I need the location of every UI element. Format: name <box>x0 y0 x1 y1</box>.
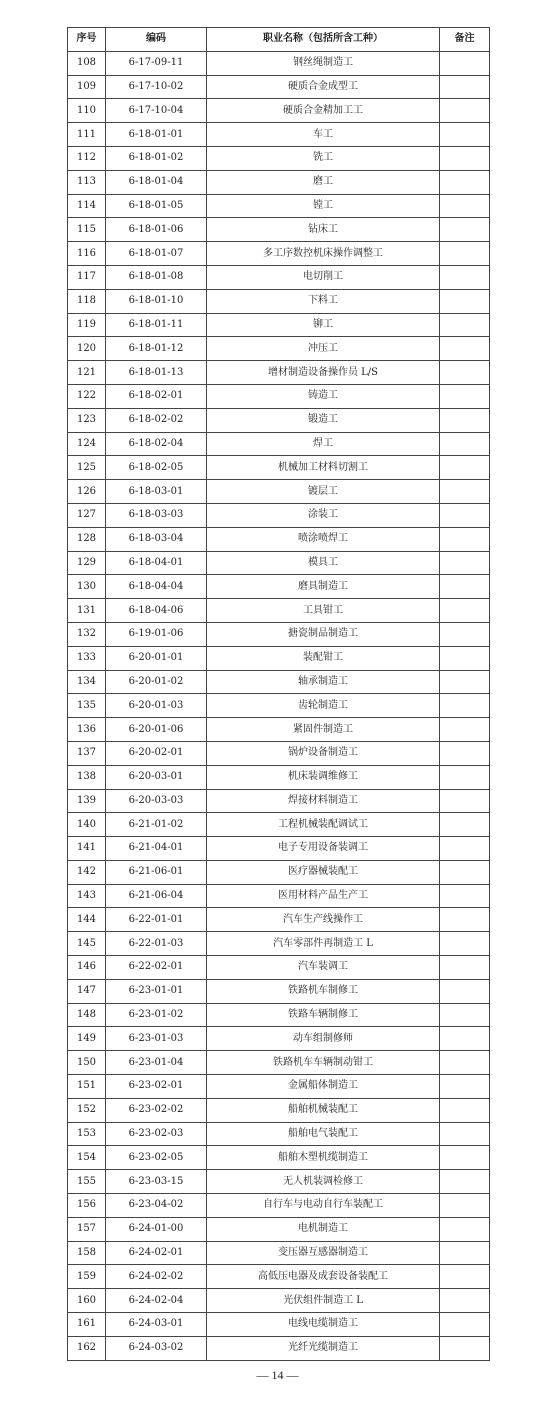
cell-remarks <box>440 456 490 480</box>
cell-remarks <box>440 99 490 123</box>
table-row <box>68 551 490 575</box>
cell-remarks <box>440 1098 490 1122</box>
cell-seq: 109 <box>68 75 106 99</box>
cell-occupation-name: 车工 <box>207 123 440 147</box>
cell-occupation-name: 变压器互感器制造工 <box>207 1241 440 1265</box>
table-row <box>68 408 490 432</box>
cell-seq: 146 <box>68 956 106 980</box>
cell-occupation-name: 电线电缆制造工 <box>207 1313 440 1337</box>
cell-remarks <box>440 1313 490 1337</box>
cell-code: 6-21-01-02 <box>106 813 207 837</box>
cell-code: 6-18-01-11 <box>106 313 207 337</box>
table-row <box>68 75 490 99</box>
cell-seq: 148 <box>68 1003 106 1027</box>
cell-remarks <box>440 599 490 623</box>
cell-code: 6-23-01-01 <box>106 979 207 1003</box>
cell-remarks <box>440 1241 490 1265</box>
cell-remarks <box>440 313 490 337</box>
cell-occupation-name: 模具工 <box>207 551 440 575</box>
table-row <box>68 1241 490 1265</box>
cell-code: 6-18-01-01 <box>106 123 207 147</box>
cell-code: 6-18-01-02 <box>106 146 207 170</box>
table-row <box>68 837 490 861</box>
cell-occupation-name: 钢丝绳制造工 <box>207 51 440 75</box>
cell-seq: 140 <box>68 813 106 837</box>
table-row <box>68 860 490 884</box>
cell-code: 6-18-01-12 <box>106 337 207 361</box>
cell-seq: 131 <box>68 599 106 623</box>
cell-remarks <box>440 1194 490 1218</box>
cell-remarks <box>440 1289 490 1313</box>
table-row <box>68 1098 490 1122</box>
cell-code: 6-23-02-02 <box>106 1098 207 1122</box>
cell-remarks <box>440 408 490 432</box>
cell-seq: 147 <box>68 979 106 1003</box>
cell-seq: 119 <box>68 313 106 337</box>
cell-remarks <box>440 860 490 884</box>
cell-code: 6-22-01-03 <box>106 932 207 956</box>
cell-seq: 157 <box>68 1217 106 1241</box>
cell-code: 6-17-10-04 <box>106 99 207 123</box>
cell-seq: 133 <box>68 646 106 670</box>
cell-remarks <box>440 932 490 956</box>
cell-code: 6-18-02-01 <box>106 384 207 408</box>
cell-remarks <box>440 646 490 670</box>
cell-seq: 162 <box>68 1336 106 1360</box>
table-row <box>68 503 490 527</box>
cell-remarks <box>440 361 490 385</box>
cell-occupation-name: 医用材料产品生产工 <box>207 884 440 908</box>
cell-seq: 126 <box>68 480 106 504</box>
table-row <box>68 956 490 980</box>
cell-occupation-name: 汽车生产线操作工 <box>207 908 440 932</box>
cell-code: 6-24-03-02 <box>106 1336 207 1360</box>
table-row <box>68 1146 490 1170</box>
table-row <box>68 384 490 408</box>
cell-occupation-name: 工具钳工 <box>207 599 440 623</box>
page-number: — 14 — <box>256 1368 299 1382</box>
cell-remarks <box>440 1051 490 1075</box>
cell-remarks <box>440 384 490 408</box>
cell-seq: 150 <box>68 1051 106 1075</box>
cell-seq: 128 <box>68 527 106 551</box>
cell-seq: 113 <box>68 170 106 194</box>
table-row <box>68 218 490 242</box>
cell-code: 6-20-01-03 <box>106 694 207 718</box>
table-row <box>68 789 490 813</box>
table-row <box>68 480 490 504</box>
cell-remarks <box>440 242 490 266</box>
cell-code: 6-20-02-01 <box>106 741 207 765</box>
cell-code: 6-20-01-01 <box>106 646 207 670</box>
cell-code: 6-23-01-02 <box>106 1003 207 1027</box>
cell-code: 6-18-03-04 <box>106 527 207 551</box>
cell-seq: 110 <box>68 99 106 123</box>
table-row <box>68 1313 490 1337</box>
cell-occupation-name: 电子专用设备装调工 <box>207 837 440 861</box>
cell-seq: 141 <box>68 837 106 861</box>
cell-occupation-name: 焊接材料制造工 <box>207 789 440 813</box>
cell-code: 6-23-02-01 <box>106 1075 207 1099</box>
cell-occupation-name: 锅炉设备制造工 <box>207 741 440 765</box>
cell-code: 6-20-03-01 <box>106 765 207 789</box>
cell-remarks <box>440 1170 490 1194</box>
cell-remarks <box>440 813 490 837</box>
table-body <box>68 51 490 1360</box>
cell-seq: 138 <box>68 765 106 789</box>
table-row <box>68 265 490 289</box>
cell-occupation-name: 船舶电气装配工 <box>207 1122 440 1146</box>
cell-remarks <box>440 1146 490 1170</box>
cell-occupation-name: 轴承制造工 <box>207 670 440 694</box>
cell-occupation-name: 电切削工 <box>207 265 440 289</box>
cell-code: 6-23-01-03 <box>106 1027 207 1051</box>
cell-seq: 142 <box>68 860 106 884</box>
table-row <box>68 99 490 123</box>
cell-seq: 134 <box>68 670 106 694</box>
cell-remarks <box>440 551 490 575</box>
table-row <box>68 1289 490 1313</box>
cell-code: 6-20-01-02 <box>106 670 207 694</box>
table-row <box>68 908 490 932</box>
cell-occupation-name: 涂装工 <box>207 503 440 527</box>
cell-code: 6-18-03-03 <box>106 503 207 527</box>
cell-seq: 151 <box>68 1075 106 1099</box>
cell-code: 6-17-09-11 <box>106 51 207 75</box>
cell-remarks <box>440 1075 490 1099</box>
cell-occupation-name: 铸造工 <box>207 384 440 408</box>
header-code: 编码 <box>106 28 207 52</box>
cell-remarks <box>440 575 490 599</box>
cell-remarks <box>440 289 490 313</box>
cell-seq: 120 <box>68 337 106 361</box>
table-row <box>68 741 490 765</box>
cell-remarks <box>440 837 490 861</box>
cell-remarks <box>440 218 490 242</box>
table-row <box>68 456 490 480</box>
cell-code: 6-18-01-05 <box>106 194 207 218</box>
cell-seq: 144 <box>68 908 106 932</box>
cell-remarks <box>440 1122 490 1146</box>
cell-seq: 139 <box>68 789 106 813</box>
table-row <box>68 575 490 599</box>
cell-remarks <box>440 1027 490 1051</box>
table-row <box>68 527 490 551</box>
cell-seq: 152 <box>68 1098 106 1122</box>
table-row <box>68 765 490 789</box>
cell-seq: 160 <box>68 1289 106 1313</box>
cell-remarks <box>440 194 490 218</box>
cell-code: 6-18-02-04 <box>106 432 207 456</box>
cell-remarks <box>440 884 490 908</box>
cell-seq: 149 <box>68 1027 106 1051</box>
cell-occupation-name: 硬质合金精加工工 <box>207 99 440 123</box>
table-row <box>68 337 490 361</box>
table-row <box>68 622 490 646</box>
cell-remarks <box>440 1003 490 1027</box>
table-header-row <box>68 28 490 52</box>
cell-code: 6-24-02-01 <box>106 1241 207 1265</box>
cell-occupation-name: 光纤光缆制造工 <box>207 1336 440 1360</box>
cell-remarks <box>440 480 490 504</box>
cell-remarks <box>440 1336 490 1360</box>
cell-occupation-name: 冲压工 <box>207 337 440 361</box>
cell-seq: 130 <box>68 575 106 599</box>
table-row <box>68 1003 490 1027</box>
cell-seq: 129 <box>68 551 106 575</box>
cell-remarks <box>440 432 490 456</box>
cell-occupation-name: 镀层工 <box>207 480 440 504</box>
header-remarks: 备注 <box>440 28 490 52</box>
table-row <box>68 1217 490 1241</box>
cell-occupation-name: 硬质合金成型工 <box>207 75 440 99</box>
cell-code: 6-24-02-02 <box>106 1265 207 1289</box>
cell-code: 6-23-02-03 <box>106 1122 207 1146</box>
cell-code: 6-18-02-02 <box>106 408 207 432</box>
cell-occupation-name: 电机制造工 <box>207 1217 440 1241</box>
table-row <box>68 1051 490 1075</box>
cell-code: 6-23-02-05 <box>106 1146 207 1170</box>
cell-seq: 135 <box>68 694 106 718</box>
cell-code: 6-18-03-01 <box>106 480 207 504</box>
cell-remarks <box>440 123 490 147</box>
cell-remarks <box>440 956 490 980</box>
table-row <box>68 1265 490 1289</box>
table-row <box>68 432 490 456</box>
cell-code: 6-18-01-13 <box>106 361 207 385</box>
cell-occupation-name: 装配钳工 <box>207 646 440 670</box>
cell-seq: 116 <box>68 242 106 266</box>
cell-code: 6-24-02-04 <box>106 1289 207 1313</box>
cell-remarks <box>440 741 490 765</box>
cell-code: 6-18-04-01 <box>106 551 207 575</box>
cell-seq: 137 <box>68 741 106 765</box>
table-row <box>68 1075 490 1099</box>
cell-remarks <box>440 75 490 99</box>
cell-code: 6-21-06-01 <box>106 860 207 884</box>
cell-seq: 145 <box>68 932 106 956</box>
table-row <box>68 1194 490 1218</box>
table-row <box>68 146 490 170</box>
cell-remarks <box>440 51 490 75</box>
cell-remarks <box>440 527 490 551</box>
cell-remarks <box>440 908 490 932</box>
cell-occupation-name: 光伏组件制造工 L <box>207 1289 440 1313</box>
table-row <box>68 599 490 623</box>
cell-seq: 111 <box>68 123 106 147</box>
cell-seq: 158 <box>68 1241 106 1265</box>
cell-code: 6-23-04-02 <box>106 1194 207 1218</box>
cell-remarks <box>440 146 490 170</box>
cell-remarks <box>440 337 490 361</box>
cell-remarks <box>440 265 490 289</box>
cell-occupation-name: 增材制造设备操作员 L/S <box>207 361 440 385</box>
cell-occupation-name: 铁路车辆制修工 <box>207 1003 440 1027</box>
cell-remarks <box>440 979 490 1003</box>
cell-code: 6-24-03-01 <box>106 1313 207 1337</box>
cell-occupation-name: 医疗器械装配工 <box>207 860 440 884</box>
cell-occupation-name: 搪瓷制品制造工 <box>207 622 440 646</box>
cell-occupation-name: 钻床工 <box>207 218 440 242</box>
table-row <box>68 694 490 718</box>
table-row <box>68 670 490 694</box>
cell-code: 6-20-03-03 <box>106 789 207 813</box>
cell-seq: 156 <box>68 1194 106 1218</box>
cell-seq: 132 <box>68 622 106 646</box>
cell-code: 6-20-01-06 <box>106 718 207 742</box>
table-row <box>68 718 490 742</box>
cell-occupation-name: 工程机械装配调试工 <box>207 813 440 837</box>
cell-seq: 118 <box>68 289 106 313</box>
table-row <box>68 646 490 670</box>
cell-seq: 115 <box>68 218 106 242</box>
cell-code: 6-23-01-04 <box>106 1051 207 1075</box>
cell-occupation-name: 船舶机械装配工 <box>207 1098 440 1122</box>
cell-occupation-name: 磨工 <box>207 170 440 194</box>
cell-code: 6-18-04-04 <box>106 575 207 599</box>
cell-seq: 143 <box>68 884 106 908</box>
cell-code: 6-22-02-01 <box>106 956 207 980</box>
cell-remarks <box>440 694 490 718</box>
cell-occupation-name: 汽车装调工 <box>207 956 440 980</box>
cell-occupation-name: 多工序数控机床操作调整工 <box>207 242 440 266</box>
cell-occupation-name: 铁路机车车辆制动钳工 <box>207 1051 440 1075</box>
table-row <box>68 1336 490 1360</box>
cell-remarks <box>440 718 490 742</box>
cell-occupation-name: 机械加工材料切割工 <box>207 456 440 480</box>
table-row <box>68 884 490 908</box>
table-row <box>68 123 490 147</box>
cell-seq: 125 <box>68 456 106 480</box>
table-row <box>68 1027 490 1051</box>
table-row <box>68 979 490 1003</box>
cell-remarks <box>440 789 490 813</box>
cell-seq: 153 <box>68 1122 106 1146</box>
cell-code: 6-18-04-06 <box>106 599 207 623</box>
cell-occupation-name: 铆工 <box>207 313 440 337</box>
cell-seq: 122 <box>68 384 106 408</box>
cell-seq: 114 <box>68 194 106 218</box>
cell-occupation-name: 喷涂喷焊工 <box>207 527 440 551</box>
cell-occupation-name: 铣工 <box>207 146 440 170</box>
table-row <box>68 361 490 385</box>
cell-seq: 121 <box>68 361 106 385</box>
table-row <box>68 813 490 837</box>
cell-code: 6-19-01-06 <box>106 622 207 646</box>
cell-remarks <box>440 170 490 194</box>
cell-seq: 123 <box>68 408 106 432</box>
cell-occupation-name: 船舶木塑机缆制造工 <box>207 1146 440 1170</box>
cell-remarks <box>440 765 490 789</box>
cell-remarks <box>440 670 490 694</box>
cell-occupation-name: 金属船体制造工 <box>207 1075 440 1099</box>
cell-code: 6-18-01-07 <box>106 242 207 266</box>
cell-occupation-name: 锻造工 <box>207 408 440 432</box>
cell-code: 6-17-10-02 <box>106 75 207 99</box>
table-row <box>68 242 490 266</box>
cell-occupation-name: 下料工 <box>207 289 440 313</box>
cell-seq: 108 <box>68 51 106 75</box>
cell-code: 6-18-01-06 <box>106 218 207 242</box>
cell-code: 6-22-01-01 <box>106 908 207 932</box>
table-row <box>68 1170 490 1194</box>
cell-remarks <box>440 622 490 646</box>
cell-occupation-name: 镗工 <box>207 194 440 218</box>
cell-seq: 159 <box>68 1265 106 1289</box>
cell-code: 6-18-02-05 <box>106 456 207 480</box>
cell-occupation-name: 自行车与电动自行车装配工 <box>207 1194 440 1218</box>
cell-code: 6-18-01-08 <box>106 265 207 289</box>
cell-occupation-name: 高低压电器及成套设备装配工 <box>207 1265 440 1289</box>
cell-remarks <box>440 503 490 527</box>
cell-seq: 136 <box>68 718 106 742</box>
table-row <box>68 289 490 313</box>
cell-occupation-name: 汽车零部件再制造工 L <box>207 932 440 956</box>
table-row <box>68 194 490 218</box>
cell-occupation-name: 无人机装调检修工 <box>207 1170 440 1194</box>
header-seq: 序号 <box>68 28 106 52</box>
cell-remarks <box>440 1265 490 1289</box>
cell-remarks <box>440 1217 490 1241</box>
cell-seq: 154 <box>68 1146 106 1170</box>
cell-seq: 161 <box>68 1313 106 1337</box>
cell-occupation-name: 紧固件制造工 <box>207 718 440 742</box>
table-row <box>68 51 490 75</box>
table-row <box>68 313 490 337</box>
cell-seq: 155 <box>68 1170 106 1194</box>
cell-occupation-name: 铁路机车制修工 <box>207 979 440 1003</box>
header-occupation-name: 职业名称（包括所含工种） <box>207 28 440 52</box>
cell-code: 6-18-01-04 <box>106 170 207 194</box>
cell-occupation-name: 机床装调维修工 <box>207 765 440 789</box>
cell-occupation-name: 磨具制造工 <box>207 575 440 599</box>
table-row <box>68 1122 490 1146</box>
table-row <box>68 170 490 194</box>
cell-occupation-name: 齿轮制造工 <box>207 694 440 718</box>
cell-code: 6-21-06-04 <box>106 884 207 908</box>
cell-code: 6-23-03-15 <box>106 1170 207 1194</box>
cell-code: 6-24-01-00 <box>106 1217 207 1241</box>
table-row <box>68 932 490 956</box>
cell-seq: 124 <box>68 432 106 456</box>
cell-code: 6-21-04-01 <box>106 837 207 861</box>
occupation-table <box>67 27 490 1361</box>
cell-seq: 112 <box>68 146 106 170</box>
cell-seq: 117 <box>68 265 106 289</box>
cell-occupation-name: 焊工 <box>207 432 440 456</box>
cell-seq: 127 <box>68 503 106 527</box>
cell-occupation-name: 动车组制修师 <box>207 1027 440 1051</box>
cell-code: 6-18-01-10 <box>106 289 207 313</box>
